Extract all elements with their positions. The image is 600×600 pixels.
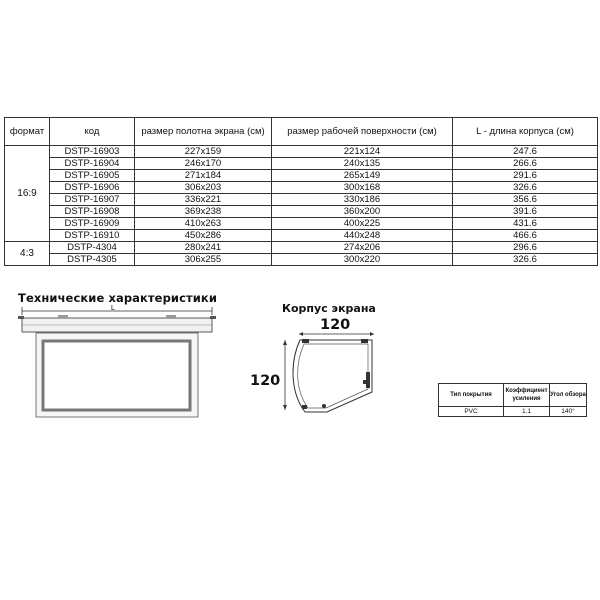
housing-title: Корпус экрана	[282, 302, 376, 315]
coating-value-row	[439, 407, 587, 417]
work-surface-cell: 240x135	[272, 158, 453, 170]
housing-length-cell: 356.6	[453, 194, 598, 206]
gain-header: Коэффициент усиления	[504, 384, 550, 407]
screen-canvas	[36, 333, 198, 417]
format-cell: 4:3	[5, 242, 50, 266]
housing-length-cell: 266.6	[453, 158, 598, 170]
housing-length-cell: 247.6	[453, 146, 598, 158]
coating-table	[438, 383, 587, 417]
housing-length-cell: 326.6	[453, 254, 598, 266]
code-cell: DSTP-16904	[50, 158, 135, 170]
work-surface-cell: 400x225	[272, 218, 453, 230]
coating-header-row	[439, 384, 587, 407]
canvas-size-cell: 369x238	[135, 206, 272, 218]
gain-value: 1.1	[504, 407, 550, 417]
work-surface-cell: 274x206	[272, 242, 453, 254]
work-surface-cell: 300x220	[272, 254, 453, 266]
code-cell: DSTP-16908	[50, 206, 135, 218]
length-label: L	[111, 305, 115, 312]
col-housing-length-header: L - длина корпуса (см)	[453, 118, 598, 146]
work-surface-cell: 265x149	[272, 170, 453, 182]
coating-type-header: Тип покрытия	[439, 384, 504, 407]
col-canvas-size-header: размер полотна экрана (см)	[135, 118, 272, 146]
work-surface-cell: 330x186	[272, 194, 453, 206]
housing-width-label: 120	[320, 317, 351, 333]
housing-cross-section	[283, 332, 374, 412]
work-surface-cell: 221x124	[272, 146, 453, 158]
viewing-angle-header: Угол обзора	[550, 384, 587, 407]
col-format-header: формат	[5, 118, 50, 146]
viewing-angle-value: 140°	[550, 407, 587, 417]
housing-length-cell: 296.6	[453, 242, 598, 254]
canvas-size-cell: 306x255	[135, 254, 272, 266]
code-cell: DSTP-16910	[50, 230, 135, 242]
code-cell: DSTP-16906	[50, 182, 135, 194]
housing-height-label: 120	[250, 373, 281, 389]
canvas-size-cell: 271x184	[135, 170, 272, 182]
code-cell: DSTP-16907	[50, 194, 135, 206]
canvas-size-cell: 280x241	[135, 242, 272, 254]
code-cell: DSTP-16905	[50, 170, 135, 182]
canvas-size-cell: 246x170	[135, 158, 272, 170]
code-cell: DSTP-4304	[50, 242, 135, 254]
tech-heading: Технические характеристики	[18, 291, 217, 305]
canvas-size-cell: 410x263	[135, 218, 272, 230]
col-code-header: код	[50, 118, 135, 146]
canvas-size-cell: 450x286	[135, 230, 272, 242]
work-surface-cell: 300x168	[272, 182, 453, 194]
housing-length-cell: 326.6	[453, 182, 598, 194]
canvas-size-cell: 306x203	[135, 182, 272, 194]
canvas-size-cell: 227x159	[135, 146, 272, 158]
canvas-size-cell: 336x221	[135, 194, 272, 206]
code-cell: DSTP-16909	[50, 218, 135, 230]
work-surface-cell: 440x248	[272, 230, 453, 242]
housing-length-cell: 431.6	[453, 218, 598, 230]
work-surface-cell: 360x200	[272, 206, 453, 218]
code-cell: DSTP-16903	[50, 146, 135, 158]
code-cell: DSTP-4305	[50, 254, 135, 266]
housing-length-cell: 291.6	[453, 170, 598, 182]
col-work-surface-header: размер рабочей поверхности (см)	[272, 118, 453, 146]
housing-length-cell: 466.6	[453, 230, 598, 242]
housing-length-cell: 391.6	[453, 206, 598, 218]
coating-type-value: PVC	[439, 407, 504, 417]
screen-housing-front	[18, 315, 216, 332]
format-cell: 16:9	[5, 146, 50, 242]
length-dimension	[22, 305, 212, 315]
